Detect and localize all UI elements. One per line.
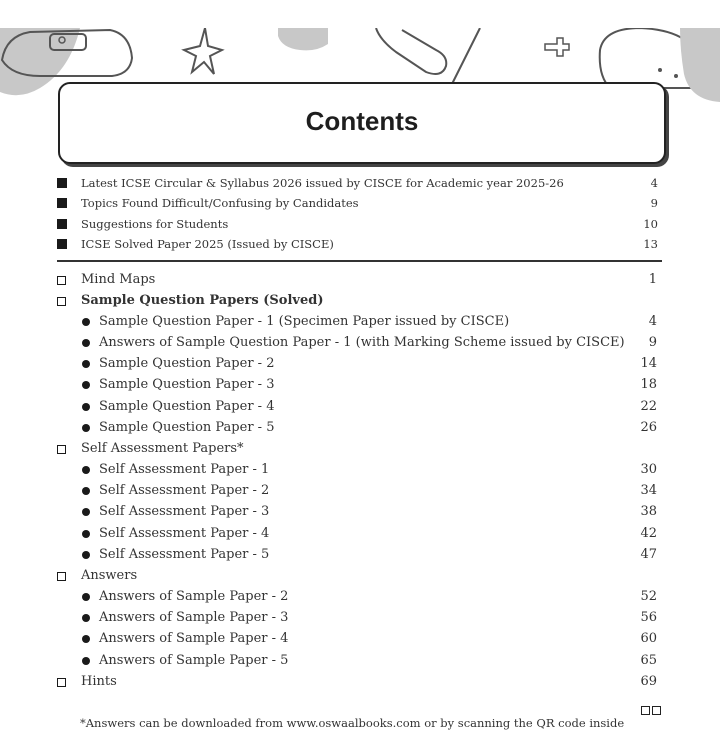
toc-section-heading: Self Assessment Papers* [81, 441, 244, 456]
toc-label: ICSE Solved Paper 2025 (Issued by CISCE) [81, 237, 334, 251]
toc-page-number: 60 [640, 631, 657, 646]
filled-square-bullet-icon [57, 239, 67, 249]
toc-label: Answers of Sample Paper - 3 [99, 610, 289, 625]
open-square-bullet-icon [57, 297, 66, 306]
toc-item[interactable] [0, 629, 720, 649]
toc-page-number: 52 [640, 589, 657, 604]
toc-page-number: 22 [640, 399, 657, 414]
toc-label: Self Assessment Paper - 1 [99, 462, 270, 477]
open-square-bullet-icon [57, 678, 66, 687]
toc-item[interactable] [0, 651, 720, 671]
toc-label: Suggestions for Students [81, 217, 229, 231]
round-bullet-icon [82, 318, 90, 326]
toc-label: Self Assessment Paper - 2 [99, 483, 270, 498]
round-bullet-icon [82, 508, 90, 516]
toc-page-number: 14 [640, 356, 657, 371]
toc-page-number: 56 [640, 610, 657, 625]
toc-item[interactable] [0, 460, 720, 480]
toc-page-number: 1 [648, 272, 657, 287]
toc-label: Sample Question Paper - 4 [99, 399, 275, 414]
toc-page-number: 65 [640, 653, 657, 668]
toc-page-number: 9 [648, 335, 657, 350]
round-bullet-icon [82, 424, 90, 432]
round-bullet-icon [82, 381, 90, 389]
toc-page-number: 13 [643, 237, 658, 251]
round-bullet-icon [82, 593, 90, 601]
toc-page-number: 38 [640, 504, 657, 519]
toc-section-sample-papers [0, 291, 720, 311]
toc-label: Answers of Sample Paper - 5 [99, 653, 289, 668]
toc-item[interactable] [0, 502, 720, 522]
filled-square-bullet-icon [57, 219, 67, 229]
section-divider [57, 260, 662, 262]
footnote: *Answers can be downloaded from www.oswaalbooks.com or by scanning the QR code inside [80, 716, 625, 730]
round-bullet-icon [82, 360, 90, 368]
toc-page-number: 47 [640, 547, 657, 562]
toc-section-heading: Sample Question Papers (Solved) [81, 293, 324, 308]
toc-page-number: 10 [643, 217, 658, 231]
round-bullet-icon [82, 635, 90, 643]
toc-label: Sample Question Paper - 3 [99, 377, 275, 392]
round-bullet-icon [82, 339, 90, 347]
toc-label: Latest ICSE Circular & Syllabus 2026 issued by CISCE for Academic year 2025-26 [81, 176, 564, 190]
toc-item[interactable] [0, 354, 720, 374]
toc-label: Self Assessment Paper - 5 [99, 547, 270, 562]
open-square-bullet-icon [57, 572, 66, 581]
toc-label: Topics Found Difficult/Confusing by Candidates [81, 196, 359, 210]
toc-label: Sample Question Paper - 2 [99, 356, 275, 371]
toc-item[interactable] [0, 608, 720, 628]
round-bullet-icon [82, 551, 90, 559]
toc-item[interactable] [0, 545, 720, 565]
contents-title-box [58, 82, 666, 164]
toc-label: Answers of Sample Paper - 4 [99, 631, 289, 646]
toc-section-heading: Answers [81, 568, 138, 583]
toc-page-number: 42 [640, 526, 657, 541]
open-square-bullet-icon [57, 276, 66, 285]
toc-label: Answers of Sample Question Paper - 1 (with Marking Scheme issued by CISCE) [99, 335, 625, 350]
toc-intro-item[interactable] [0, 234, 720, 254]
round-bullet-icon [82, 466, 90, 474]
toc-item[interactable] [0, 375, 720, 395]
toc-page-number: 18 [640, 377, 657, 392]
toc-item[interactable] [0, 418, 720, 438]
round-bullet-icon [82, 403, 90, 411]
toc-page-number: 4 [648, 314, 657, 329]
toc-label: Answers of Sample Paper - 2 [99, 589, 289, 604]
toc-label: Sample Question Paper - 1 (Specimen Paper issued by CISCE) [99, 314, 510, 329]
round-bullet-icon [82, 657, 90, 665]
page-title: Contents [305, 106, 419, 136]
toc-item[interactable] [0, 312, 720, 332]
toc-page-number: 4 [650, 176, 658, 190]
toc-section-answers [0, 566, 720, 586]
toc-intro-item[interactable] [0, 193, 720, 213]
open-square-bullet-icon [57, 445, 66, 454]
toc-label: Self Assessment Paper - 4 [99, 526, 270, 541]
toc-label: Sample Question Paper - 5 [99, 420, 275, 435]
toc-page-number: 9 [650, 196, 658, 210]
round-bullet-icon [82, 487, 90, 495]
toc-label: Hints [81, 674, 117, 689]
top-margin [0, 0, 720, 28]
toc-section-self-assessment [0, 439, 720, 459]
filled-square-bullet-icon [57, 178, 67, 188]
toc-item[interactable] [0, 481, 720, 501]
toc-item[interactable] [0, 587, 720, 607]
toc-page-number: 34 [640, 483, 657, 498]
toc-item[interactable] [0, 333, 720, 353]
round-bullet-icon [82, 530, 90, 538]
toc-label: Self Assessment Paper - 3 [99, 504, 270, 519]
toc-section-hints[interactable] [0, 672, 720, 692]
toc-section-mind-maps[interactable] [0, 270, 720, 290]
toc-item[interactable] [0, 524, 720, 544]
round-bullet-icon [82, 614, 90, 622]
toc-page-number: 69 [640, 674, 657, 689]
toc-label: Mind Maps [81, 272, 156, 287]
toc-intro-item[interactable] [0, 214, 720, 234]
end-of-list-marks-icon [641, 700, 663, 710]
filled-square-bullet-icon [57, 198, 67, 208]
toc-intro-item[interactable] [0, 173, 720, 193]
toc-page-number: 30 [640, 462, 657, 477]
toc-page-number: 26 [640, 420, 657, 435]
toc-item[interactable] [0, 397, 720, 417]
